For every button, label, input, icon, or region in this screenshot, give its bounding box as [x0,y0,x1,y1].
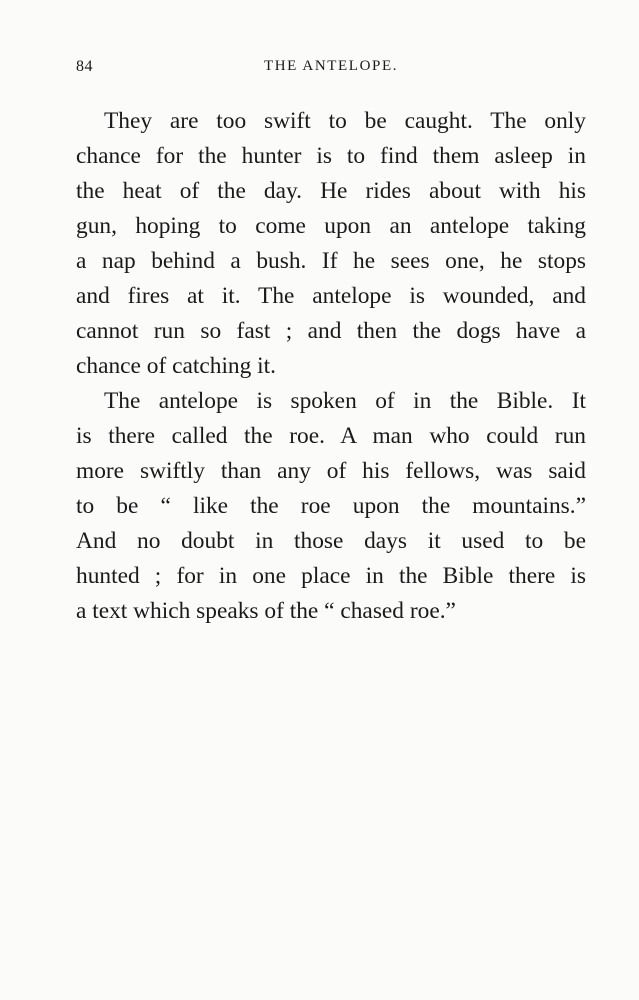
paragraph [76,384,586,629]
paragraph [76,104,586,384]
text-line: gun, hoping to come upon an antelope taking [76,213,586,239]
text-line: The antelope is spoken of in the Bible. It [104,388,586,414]
text-line: a nap behind a bush. If he sees one, he stops [76,248,586,274]
running-head: THE ANTELOPE. [263,58,399,74]
text-line: is there called the roe. A man who could run [76,423,586,449]
text-line: the heat of the day. He rides about with his [76,178,586,204]
text-line: chance for the hunter is to find them asleep in [76,143,586,169]
body-text [76,104,586,629]
page-number: 84 [76,58,93,75]
text-line: And no doubt in those days it used to be [76,528,586,554]
text-line: cannot run so fast ; and then the dogs have a [76,318,586,344]
text-line: chance of catching it. [76,353,277,379]
text-line: a text which speaks of the “ chased roe.” [76,598,456,624]
text-line: hunted ; for in one place in the Bible there is [76,563,586,589]
text-line: more swiftly than any of his fellows, was said [76,458,586,484]
text-line: to be “ like the roe upon the mountains.” [76,493,586,519]
text-line: and fires at it. The antelope is wounded, and [76,283,586,309]
page-header [76,58,586,82]
text-line: They are too swift to be caught. The only [104,108,586,134]
